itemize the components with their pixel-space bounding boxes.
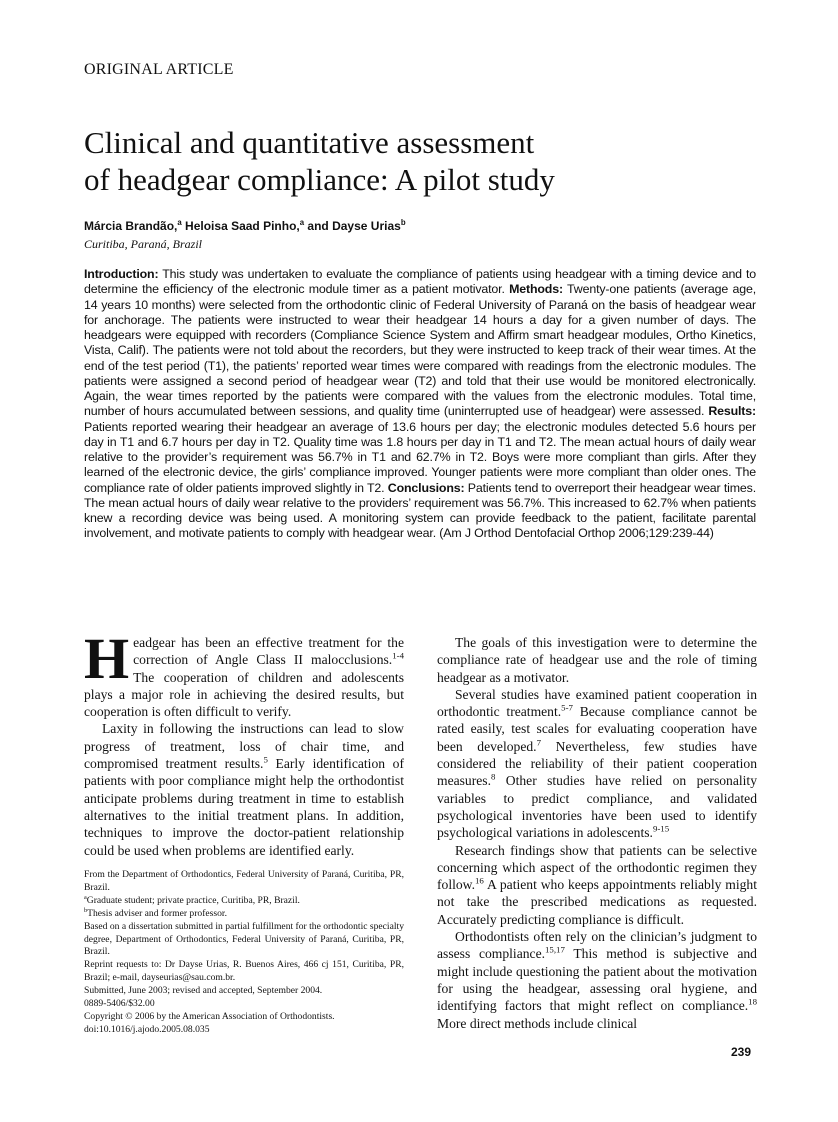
footnote-text: Reprint requests to: Dr Dayse Urias, R. Buenos Aires, 466 cj 151, Curitiba, PR, Brazil; e-mail, dayseurias@sau.com.br.	[84, 959, 404, 984]
footnote-text: Submitted, June 2003; revised and accepted, September 2004.	[84, 985, 323, 997]
paragraph-text: The goals of this investigation were to determine the compliance rate of headgear use and the role of timing headgear as a motivator.	[437, 635, 757, 685]
paragraph-text: Nevertheless, few studies have considered the reliability of their patient cooperation measures.	[437, 738, 757, 789]
author-name: Heloisa Saad Pinho,	[181, 219, 300, 233]
footnote	[84, 895, 404, 908]
author-location: Curitiba, Paraná, Brazil	[84, 237, 203, 251]
footnotes	[84, 869, 404, 1037]
paragraph-text: Several studies have examined patient cooperation in orthodontic treatment.	[437, 686, 757, 720]
footnote-text: 0889-5406/$32.00	[84, 998, 155, 1010]
footnote	[84, 1011, 404, 1024]
footnote	[84, 921, 404, 960]
abstract-heading: Methods:	[509, 282, 563, 297]
citation-ref: 1-4	[392, 650, 404, 661]
paragraph-text: eadgear has been an effective treatment for the correction of Angle Class II malocclusions.	[133, 635, 404, 668]
footnote	[84, 959, 404, 985]
paragraph-text: Early identification of patients with poor compliance might help the orthodontist anticipate problems during treatment in time to establish alternatives to the initial treatment plans. In addition, techniques to improve the doctor-patient relationship could be used when problems are identified early.	[84, 756, 404, 858]
footnote-marker: a	[84, 893, 87, 901]
footnote-text: Thesis adviser and former professor.	[87, 907, 227, 919]
paragraph	[437, 686, 757, 842]
section-header: ORIGINAL ARTICLE	[84, 61, 234, 78]
paragraph-text: The cooperation of children and adolescents plays a major role in achieving the desired results, but cooperation is often difficult to verify.	[84, 669, 404, 720]
footnote-text: From the Department of Orthodontics, Federal University of Paraná, Curitiba, PR, Brazil.	[84, 869, 404, 893]
author-name: and Dayse Urias	[304, 219, 401, 233]
citation-ref: 18	[748, 996, 757, 1007]
paragraph-text: More direct methods include clinical	[437, 1015, 638, 1031]
abstract-heading: Results:	[708, 404, 756, 419]
paragraph-text: Research findings show that patients can be selective concerning which aspect of the orthodontic regimen they follow.	[437, 842, 757, 893]
title-line: Clinical and quantitative assessment	[84, 125, 535, 160]
footnote	[84, 908, 404, 921]
authors	[84, 219, 406, 233]
citation-ref: 16	[475, 875, 484, 886]
footnote-text: Based on a dissertation submitted in partial fulfillment for the orthodontic specialty degree, Department of Orthodontics, Federal University of Paraná, Curitiba, PR, Brazil.	[84, 920, 404, 958]
paragraph	[84, 626, 404, 720]
abstract-text: Patients tend to overreport their headgear wear times. The mean actual hours of daily wear relative to the providers’ requirement was 56.7%. This increased to 62.7% when patients knew a recording device was being used. A monitoring system can provide feedback to the patient, facilitate parental involvement, and motivate patients to comply with headgear wear. (Am J Orthod Dentofacial Orthop 2006;129:239-44)	[84, 480, 756, 541]
footnote	[84, 1024, 404, 1037]
citation-ref: 8	[490, 771, 496, 782]
citation-ref: 9-15	[652, 823, 670, 834]
body-left-column	[84, 626, 404, 859]
abstract-text: This study was undertaken to evaluate the compliance of patients using headgear with a timing device and to determine the efficiency of the electronic module timer as a patient motivator.	[84, 267, 756, 297]
footnote	[84, 869, 404, 895]
author-affiliation: b	[400, 218, 406, 227]
footnote	[84, 998, 404, 1011]
abstract-heading: Conclusions:	[387, 480, 465, 495]
author-name: Márcia Brandão,	[84, 219, 178, 233]
drop-cap: H	[84, 626, 130, 691]
title-line: of headgear compliance: A pilot study	[84, 162, 555, 197]
paragraph-text: This method is subjective and might include questioning the patient about the motivation for using the headgear, assessing oral hygiene, and identifying factors that might reflect on compliance.	[437, 946, 757, 1014]
citation-ref: 15,17	[545, 944, 565, 955]
footnote-text: Copyright © 2006 by the American Association of Orthodontists.	[84, 1010, 335, 1022]
paragraph-text: A patient who keeps appointments reliably might not take the prescribed medications as requested. Accurately predicting compliance is difficult.	[437, 877, 757, 927]
abstract	[84, 267, 756, 542]
paragraph	[437, 928, 757, 1032]
author-affiliation: a	[177, 218, 182, 227]
footnote-marker: b	[84, 906, 88, 914]
paragraph-text: Orthodontists often rely on the clinician’s judgment to assess compliance.	[437, 929, 757, 962]
abstract-heading: Introduction:	[84, 267, 159, 281]
page-number: 239	[731, 1045, 752, 1059]
footnote-text: doi:10.1016/j.ajodo.2005.08.035	[84, 1023, 210, 1035]
footnote	[84, 985, 404, 998]
citation-ref: 7	[536, 737, 541, 748]
body-right-column	[437, 634, 757, 1032]
paragraph	[437, 842, 757, 928]
article-title	[84, 124, 764, 198]
author-affiliation: a	[299, 218, 305, 227]
paragraph	[437, 634, 757, 686]
citation-ref: 5	[263, 754, 268, 765]
footnote-text: Graduate student; private practice, Curitiba, PR, Brazil.	[86, 894, 300, 906]
abstract-text: Patients reported wearing their headgear an average of 13.6 hours per day; the electronic modules detected 5.6 hours per day in T1 and 6.7 hours per day in T2. Quality time was 1.8 hours per day in T1 and T2. The mean actual hours of daily wear relative to the provider’s requirement was 56.7% in T1 and 62.7% in T2. Boys were more compliant than girls. After they learned of the electronic device, the girls’ compliance improved. Younger patients were more compliant than older ones. The compliance rate of older patients improved slightly in T2.	[84, 419, 756, 495]
paragraph	[84, 720, 404, 858]
paragraph-text: Other studies have relied on personality variables to predict compliance, and validated psychological inventories have been used to identify psychological variations in adolescents.	[437, 773, 757, 841]
abstract-text: Twenty-one patients (average age, 14 years 10 months) were selected from the orthodontic clinic of Federal University of Paraná on the basis of headgear wear for anchorage. The patients were instructed to wear their headgear 14 hours a day for a given number of days. The headgears were equipped with recorders (Compliance Science System and Affirm smart headgear modules, Ortho Kinetics, Vista, Calif). The patients were not told about the recorders, but they were instructed to keep track of their wear times. At the end of the test period (T1), the patients’ reported wear times were compared with readings from the electronic modules. The patients were assigned a second period of headgear wear (T2) and told that their use would be monitored electronically. Again, the wear times reported by the patients were compared with the values from the electronic modules. Total time, number of hours accumulated between sessions, and quality time (uninterrupted use of headgear) were assessed.	[84, 282, 756, 419]
paragraph-text: Because compliance cannot be rated easily, test scales for evaluating cooperation have been developed.	[437, 704, 757, 754]
paragraph-text: Laxity in following the instructions can lead to slow progress of treatment, loss of chair time, and compromised treatment results.	[84, 721, 404, 772]
citation-ref: 5-7	[561, 702, 573, 713]
